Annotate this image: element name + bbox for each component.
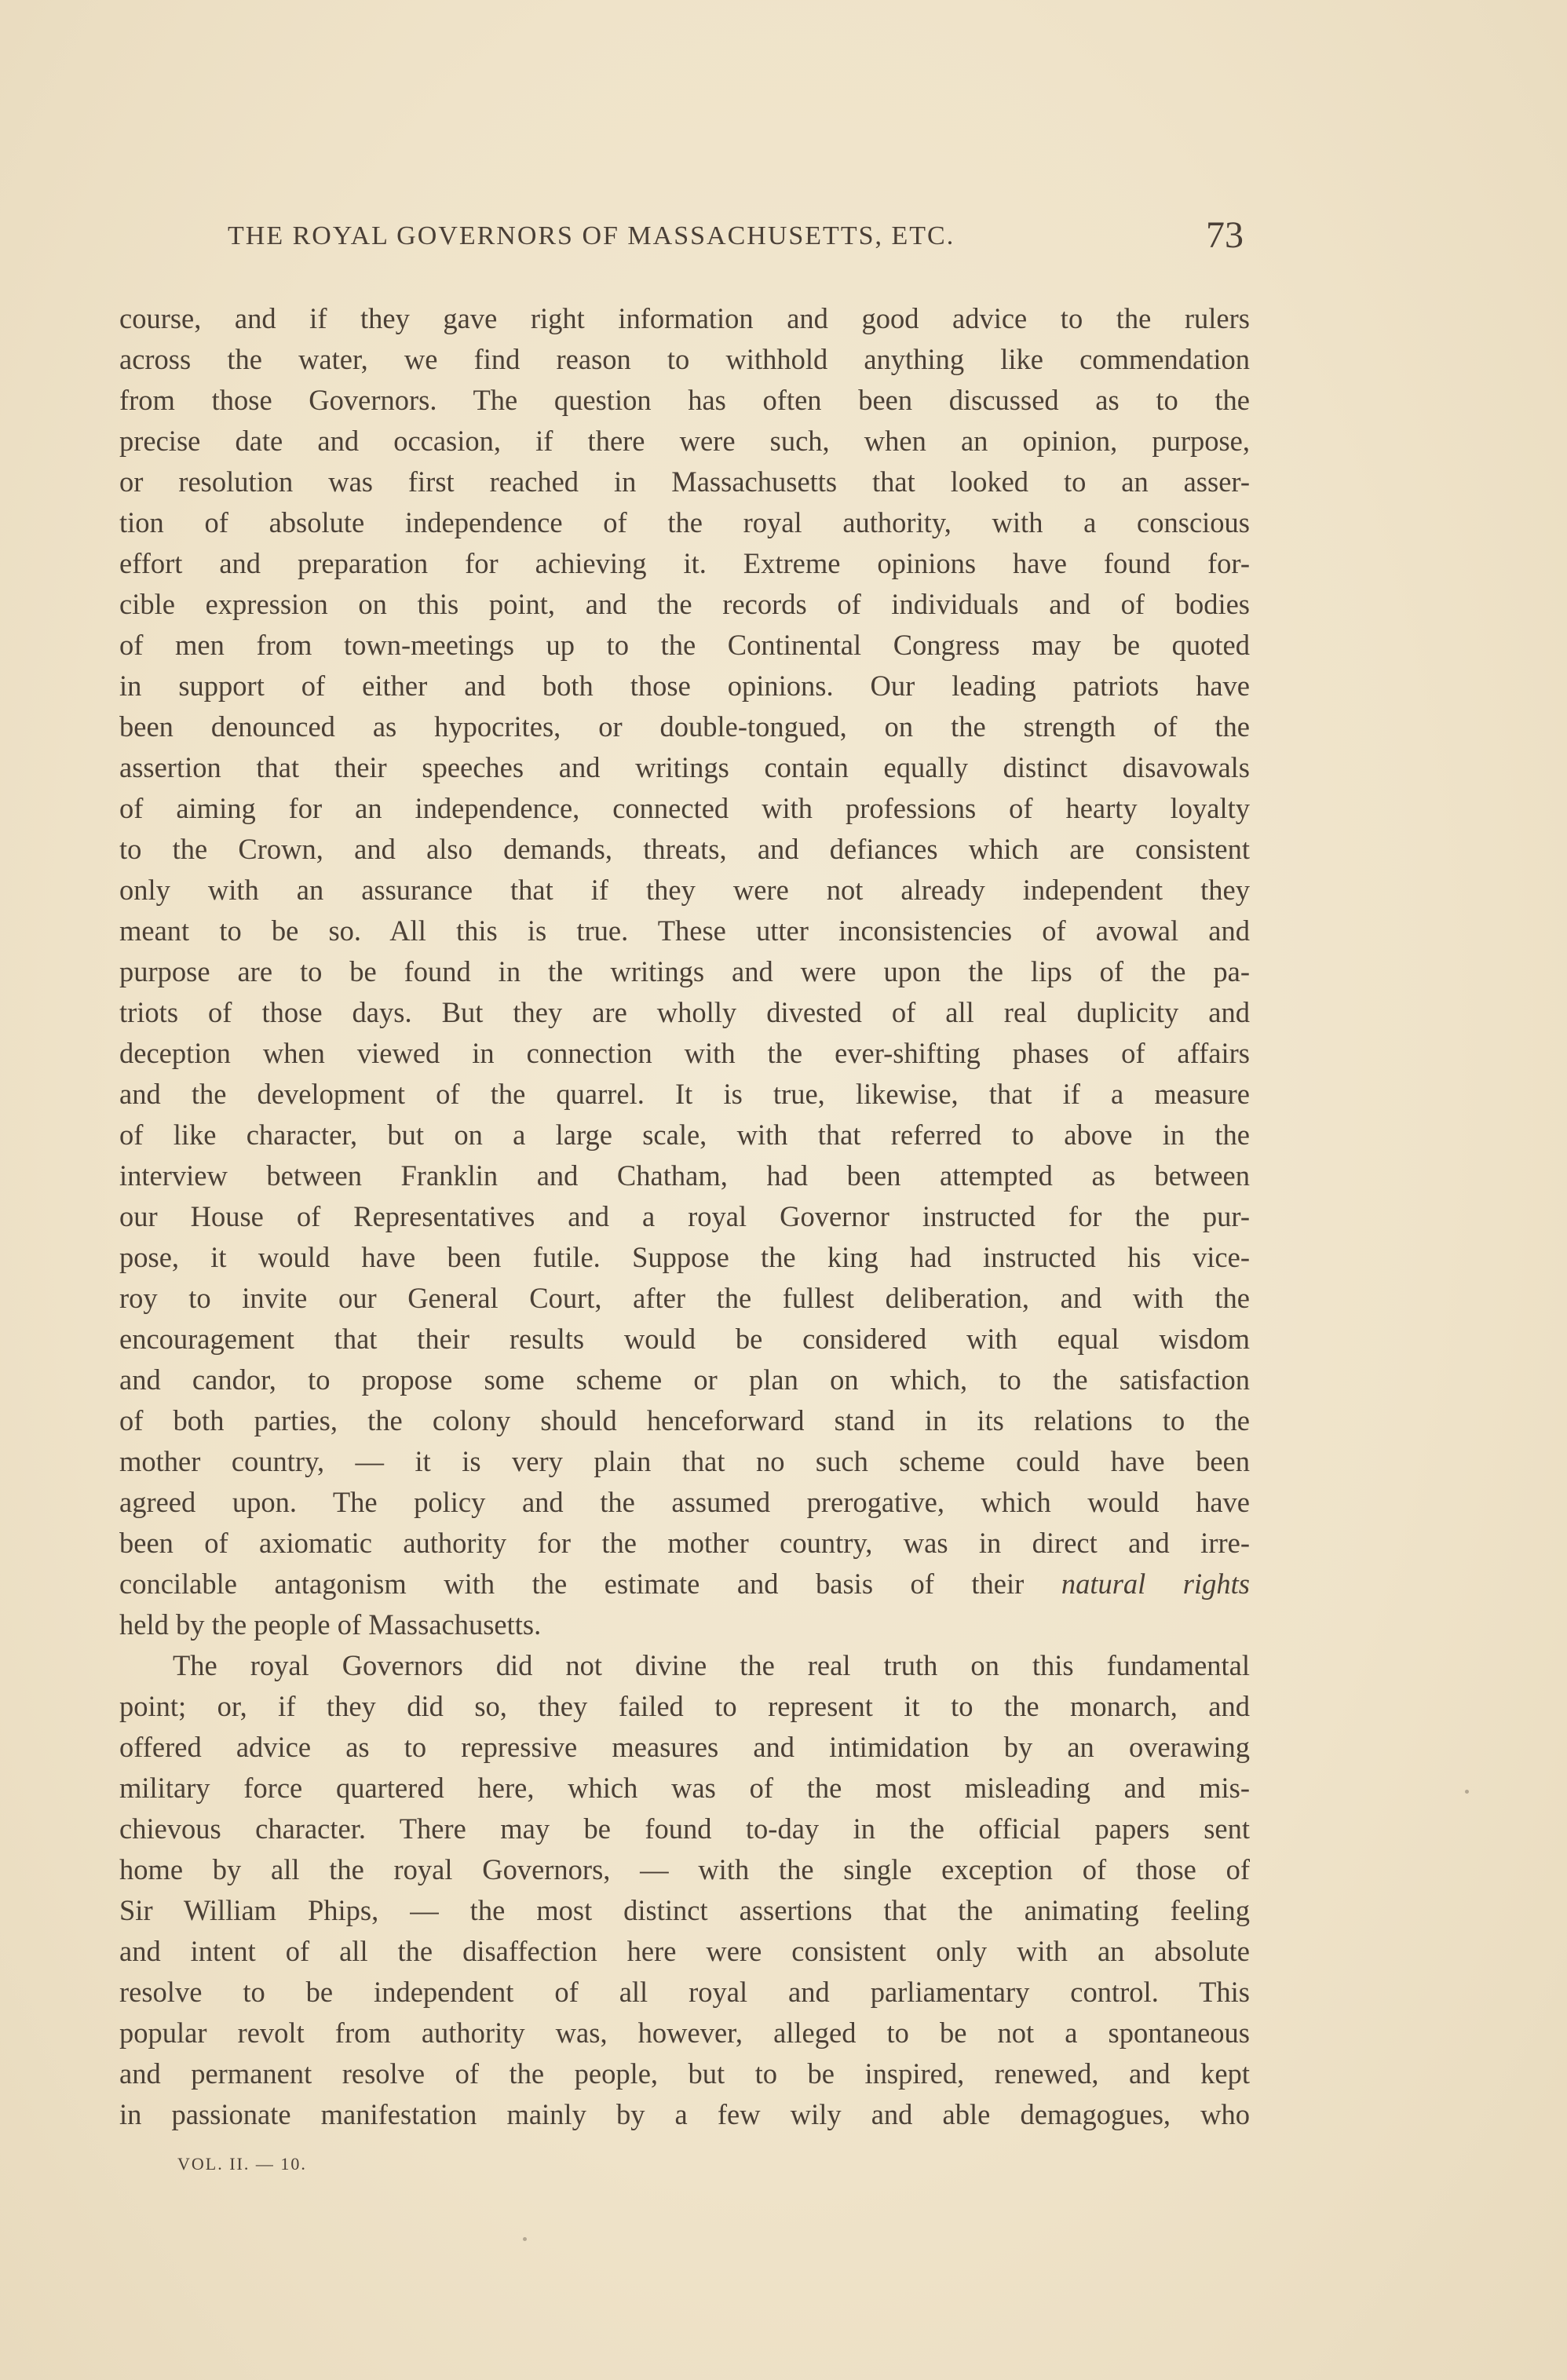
text-line: across the water, we find reason to withhold anything like commendation [119, 343, 1250, 375]
text-line: tion of absolute independence of the royal authority, with a conscious [119, 506, 1250, 538]
text-line: and the development of the quarrel. It is true, likewise, that if a measure [119, 1078, 1250, 1110]
text-line: encouragement that their results would be considered with equal wisdom [119, 1323, 1250, 1355]
text-line: assertion that their speeches and writings contain equally distinct disavowals [119, 751, 1250, 783]
text-line: cible expression on this point, and the records of individuals and of bodies [119, 588, 1250, 620]
text-line: meant to be so. All this is true. These utter inconsistencies of avowal and [119, 914, 1250, 947]
text-line: pose, it would have been futile. Suppose the king had instructed his vice- [119, 1241, 1250, 1273]
paragraph-end-line: held by the people of Massachusetts. [119, 1608, 542, 1641]
text-line: from those Governors. The question has often been discussed as to the [119, 384, 1250, 416]
text-line: triots of those days. But they are wholly divested of all real duplicity and [119, 996, 1250, 1028]
paper-speck [523, 2237, 527, 2241]
body-text [119, 298, 1250, 2135]
text-line: effort and preparation for achieving it. Extreme opinions have found for- [119, 547, 1250, 579]
text-line: of men from town-meetings up to the Continental Congress may be quoted [119, 629, 1250, 661]
text-line: and candor, to propose some scheme or plan on which, to the satisfaction [119, 1363, 1250, 1396]
text-line: only with an assurance that if they were not already independent they [119, 874, 1250, 906]
text-line: deception when viewed in connection with the ever-shifting phases of affairs [119, 1037, 1250, 1069]
text-line: been of axiomatic authority for the mother country, was in direct and irre- [119, 1527, 1250, 1559]
text-line: point; or, if they did so, they failed to represent it to the monarch, and [119, 1690, 1250, 1722]
text-line: home by all the royal Governors, — with the single exception of those of [119, 1853, 1250, 1885]
text-line: in support of either and both those opinions. Our leading patriots have [119, 670, 1250, 702]
text-line: Sir William Phips, — the most distinct assertions that the animating feeling [119, 1894, 1250, 1926]
text-line: resolve to be independent of all royal and parliamentary control. This [119, 1976, 1250, 2008]
text-line: to the Crown, and also demands, threats, and defiances which are consistent [119, 833, 1250, 865]
running-head: THE ROYAL GOVERNORS OF MASSACHUSETTS, ETC. [228, 221, 955, 250]
text-line: offered advice as to repressive measures and intimidation by an overawing [119, 1731, 1250, 1763]
text-line: agreed upon. The policy and the assumed prerogative, which would have [119, 1486, 1250, 1518]
text-line: in passionate manifestation mainly by a few wily and able demagogues, who [119, 2098, 1250, 2130]
text-line: chievous character. There may be found to-day in the official papers sent [119, 1812, 1250, 1845]
text-line: of both parties, the colony should henceforward stand in its relations to the [119, 1404, 1250, 1436]
text-line: been denounced as hypocrites, or double-tongued, on the strength of the [119, 710, 1250, 743]
text-line: our House of Representatives and a royal Governor instructed for the pur- [119, 1200, 1250, 1232]
text-line: interview between Franklin and Chatham, had been attempted as between [119, 1159, 1250, 1192]
text-line: of like character, but on a large scale, with that referred to above in the [119, 1119, 1250, 1151]
text-line: and intent of all the disaffection here were consistent only with an absolute [119, 1935, 1250, 1967]
paper-speck [1465, 1790, 1469, 1794]
text-line: roy to invite our General Court, after the fullest deliberation, and with the [119, 1282, 1250, 1314]
signature-mark: VOL. II. — 10. [177, 2154, 307, 2174]
text-line: and permanent resolve of the people, but to be inspired, renewed, and kept [119, 2057, 1250, 2090]
italic-phrase: natural rights [1061, 1568, 1250, 1600]
text-line-start: concilable antagonism with the estimate and basis of their [119, 1568, 1025, 1600]
text-line: purpose are to be found in the writings and were upon the lips of the pa- [119, 955, 1250, 987]
text-line: of aiming for an independence, connected with professions of hearty loyalty [119, 792, 1250, 824]
text-line: popular revolt from authority was, however, alleged to be not a spontaneous [119, 2017, 1250, 2049]
text-line: course, and if they gave right information and good advice to the rulers [119, 302, 1250, 334]
paragraph-start-line: The royal Governors did not divine the real truth on this fundamental [173, 1649, 1250, 1681]
text-line: military force quartered here, which was of the most misleading and mis- [119, 1772, 1250, 1804]
text-line: or resolution was first reached in Massachusetts that looked to an asser- [119, 465, 1250, 498]
text-line-with-italic [119, 1564, 1250, 1604]
text-line: precise date and occasion, if there were such, when an opinion, purpose, [119, 425, 1250, 457]
page-number: 73 [1206, 214, 1244, 256]
text-line: mother country, — it is very plain that no such scheme could have been [119, 1445, 1250, 1477]
